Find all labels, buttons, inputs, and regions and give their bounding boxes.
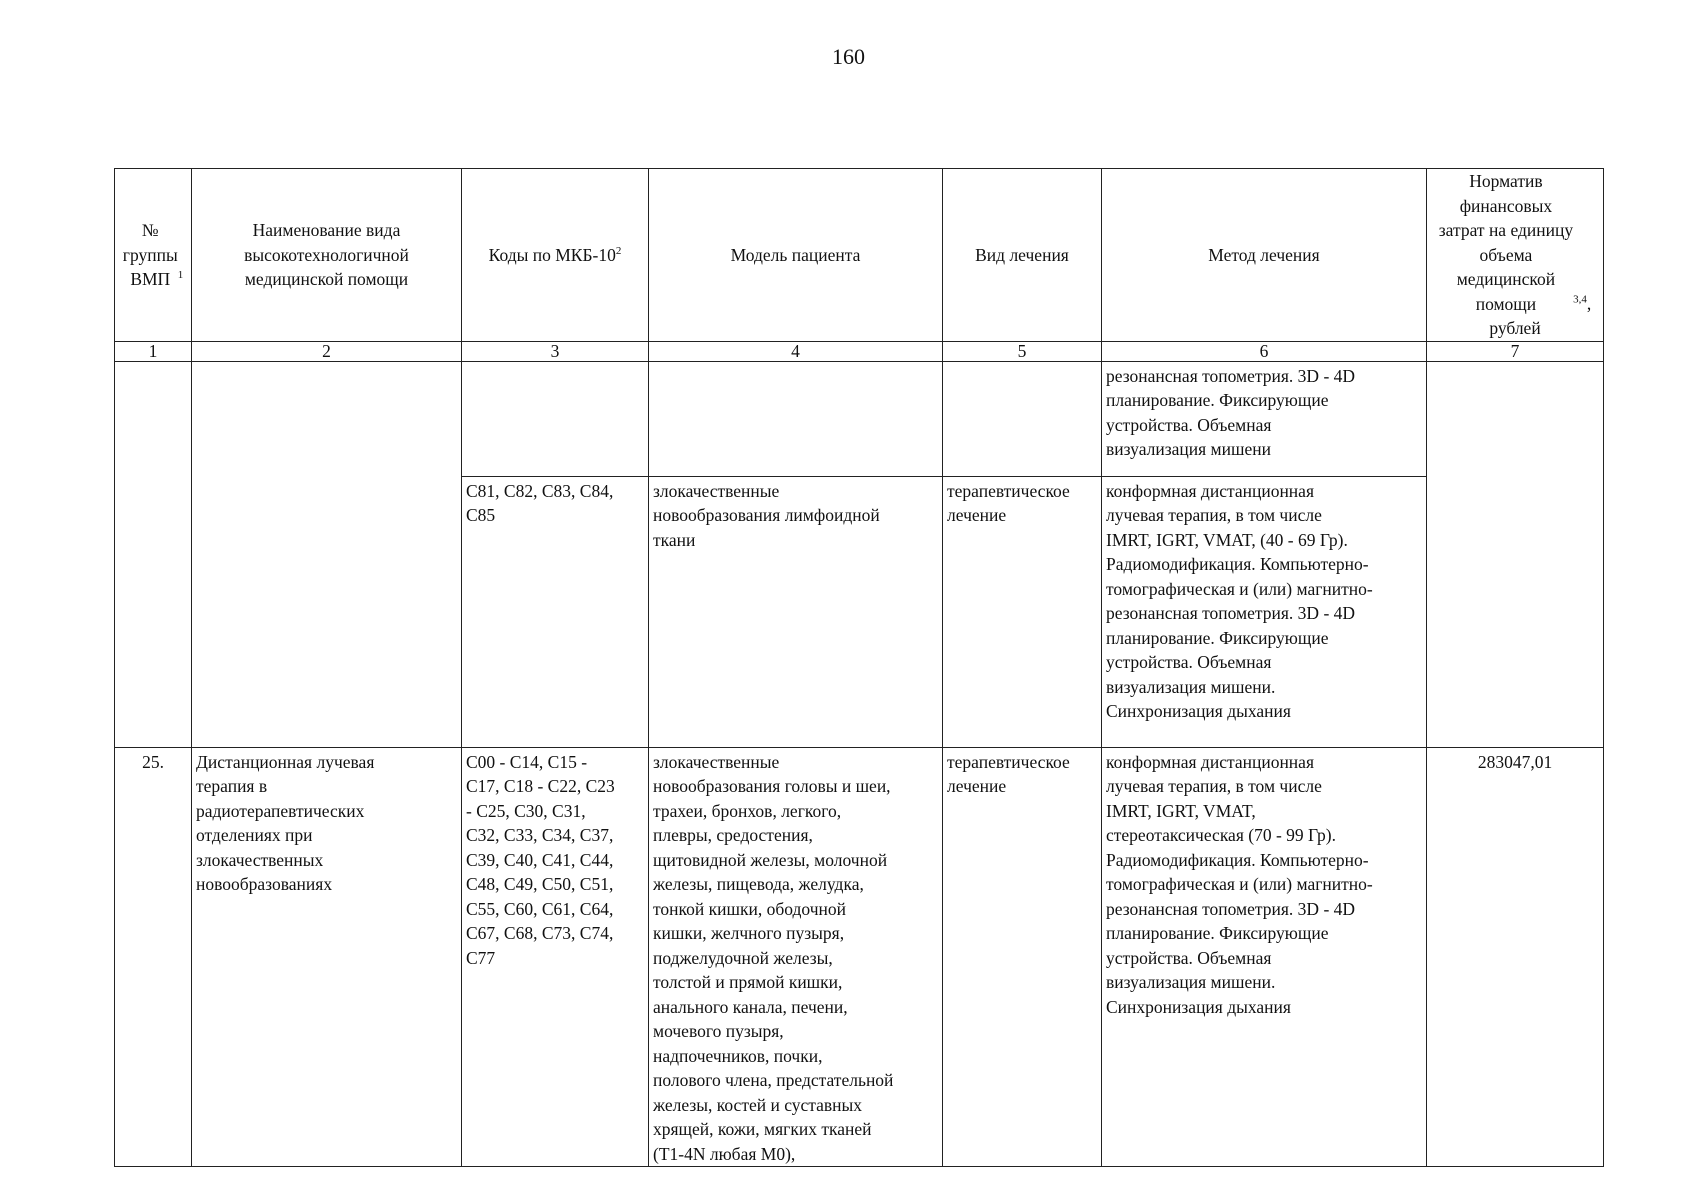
cost-cell: 283047,01 [1427, 747, 1604, 1167]
treatment-method-cell: конформная дистанционная лучевая терапия, в том числе IMRT, IGRT, VMAT, стереотаксическая (70 - 99 Гр). Радиомодификация. Компьютерно- томографическая и (или) магнитно- резонансная топометрия. 3D - 4D планирование. Фиксирующие устройства. Объемная визуализация мишени. Синхронизация дыхания [1102, 747, 1427, 1167]
treatment-type-cell: терапевтическое лечение [943, 476, 1102, 747]
icd-codes-cell [462, 361, 649, 476]
icd-codes-cell: C00 - C14, C15 - C17, C18 - C22, C23 - C25, C30, C31, C32, C33, C34, C37, C39, C40, C41, C44, C48, C49, C50, C51, C55, C60, C61, C64, C67, C68, C73, C74, C77 [462, 747, 649, 1167]
table-row [115, 361, 1604, 476]
column-number-row [115, 341, 1604, 361]
header-group-number: № группы ВМП $^1$ [115, 169, 192, 342]
group-number-cell [115, 361, 192, 747]
treatment-method-cell: резонансная топометрия. 3D - 4D планирование. Фиксирующие устройства. Объемная визуализация мишени [1102, 361, 1427, 476]
treatment-type-cell [943, 361, 1102, 476]
patient-model-cell [649, 361, 943, 476]
column-number: 4 [649, 341, 943, 361]
page-number: 160 [832, 44, 865, 69]
column-number: 3 [462, 341, 649, 361]
header-icd-codes: Коды по МКБ-$10^2$ [462, 169, 649, 342]
column-number: 6 [1102, 341, 1427, 361]
treatment-type-cell: терапевтическое лечение [943, 747, 1102, 1167]
patient-model-cell: злокачественные новообразования лимфоидной ткани [649, 476, 943, 747]
column-number: 7 [1427, 341, 1604, 361]
icd-codes-cell: C81, C82, C83, C84, C85 [462, 476, 649, 747]
header-patient-model: Модель пациента [649, 169, 943, 342]
column-number: 1 [115, 341, 192, 361]
treatment-method-cell: конформная дистанционная лучевая терапия, в том числе IMRT, IGRT, VMAT, (40 - 69 Гр). Радиомодификация. Компьютерно- томографическая и (или) магнитно- резонансная топометрия. 3D - 4D планирование. Фиксирующие устройства. Объемная визуализация мишени. Синхронизация дыхания [1102, 476, 1427, 747]
table-row [115, 747, 1604, 1167]
column-number: 2 [192, 341, 462, 361]
header-care-name: Наименование вида высокотехнологичной медицинской помощи [192, 169, 462, 342]
care-name-cell [192, 361, 462, 747]
header-row [115, 169, 1604, 342]
column-number: 5 [943, 341, 1102, 361]
medical-care-table [114, 168, 1604, 1167]
header-treatment-method: Метод лечения [1102, 169, 1427, 342]
cost-cell [1427, 361, 1604, 747]
patient-model-cell: злокачественные новообразования головы и шеи, трахеи, бронхов, легкого, плевры, средостения, щитовидной железы, молочной железы, пищевода, желудка, тонкой кишки, ободочной кишки, желчного пузыря, поджелудочной железы, толстой и прямой кишки, анального канала, печени, мочевого пузыря, надпочечников, почки, полового члена, предстательной железы, костей и суставных хрящей, кожи, мягких тканей (T1-4N любая M0), [649, 747, 943, 1167]
care-name-cell: Дистанционная лучевая терапия в радиотерапевтических отделениях при злокачественных новообразованиях [192, 747, 462, 1167]
header-cost-standard: Норматив финансовых затрат на единицу объема медицинской помощи $^{3,4}$, рублей [1427, 169, 1604, 342]
group-number-cell: 25. [115, 747, 192, 1167]
header-treatment-type: Вид лечения [943, 169, 1102, 342]
